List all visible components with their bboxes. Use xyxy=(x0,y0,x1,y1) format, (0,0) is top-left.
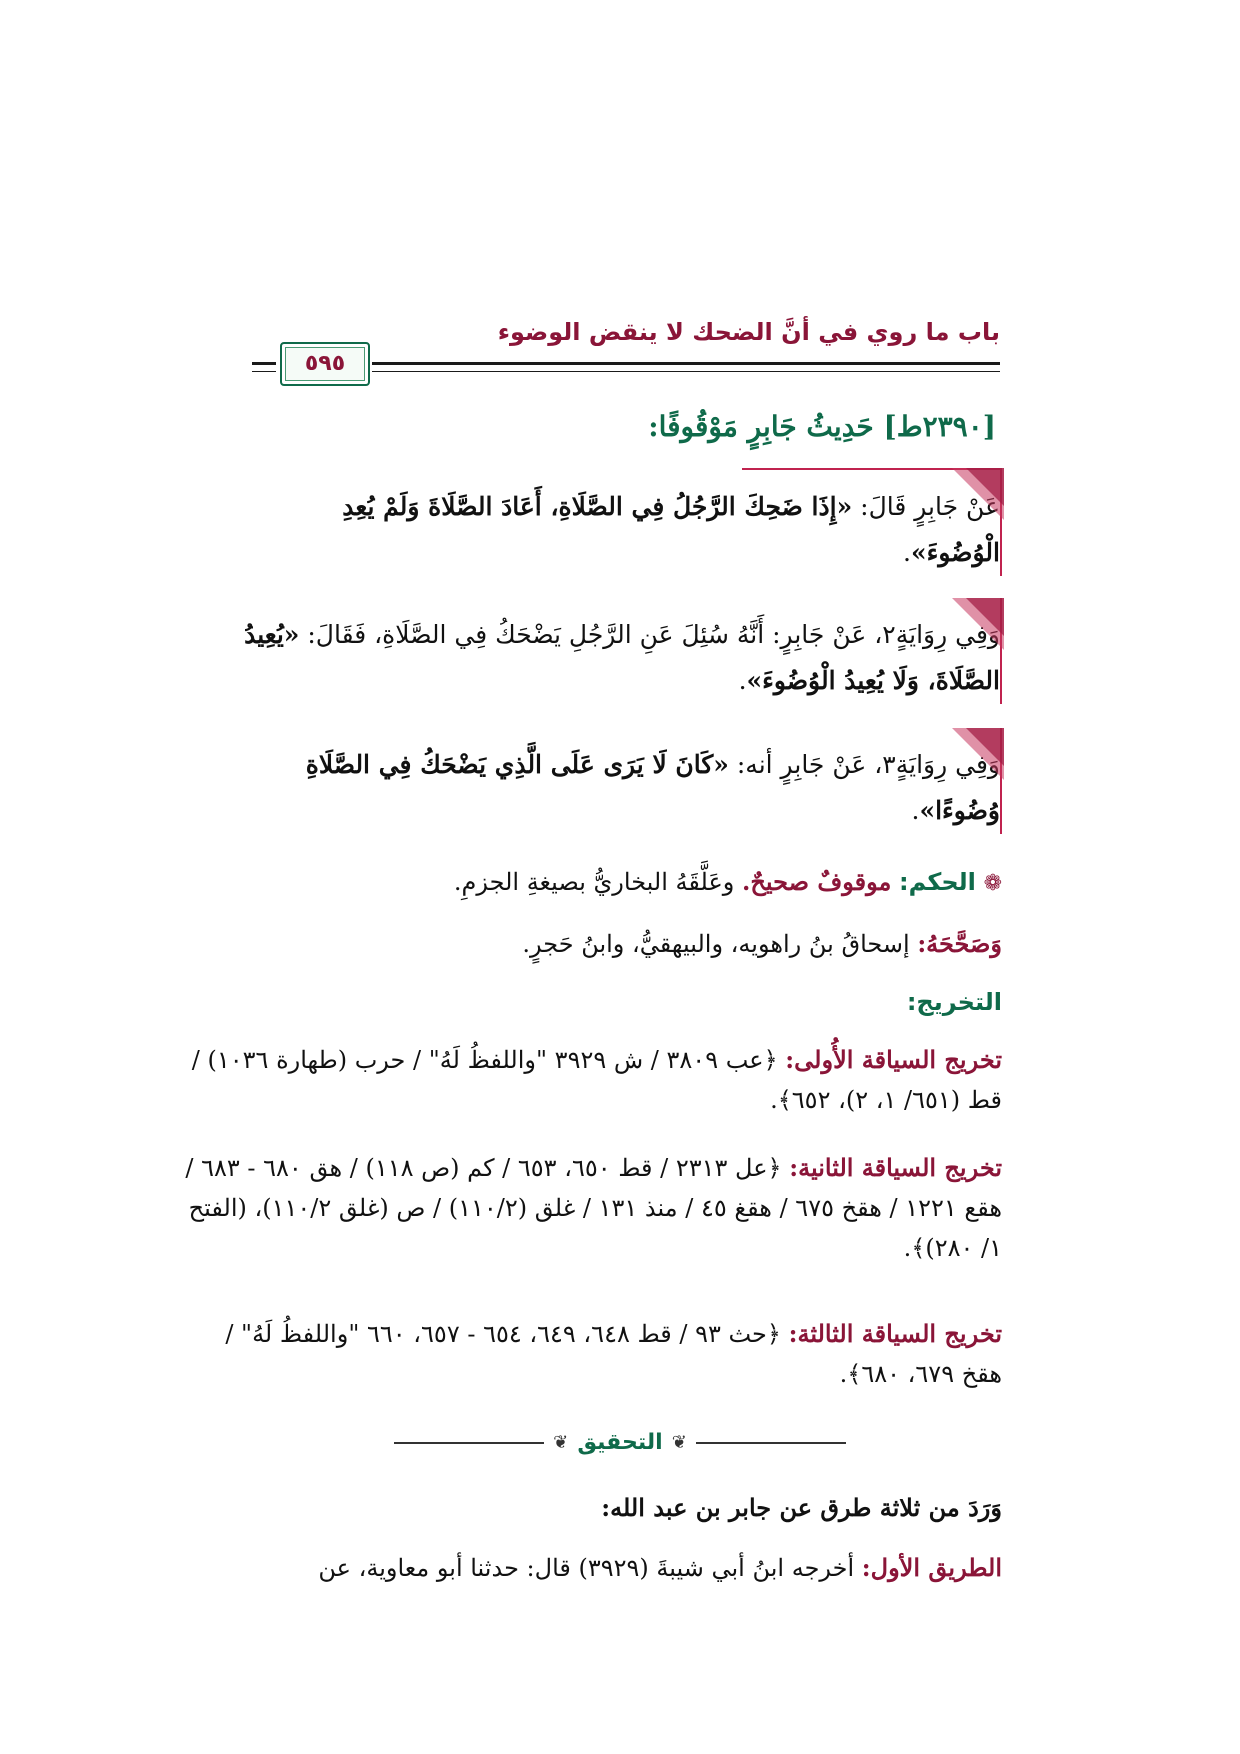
narration-box-2 xyxy=(240,598,1002,704)
ruling-line xyxy=(182,862,1002,904)
flower-ornament-icon: ❁ xyxy=(983,871,1002,896)
header-rule-short xyxy=(252,362,276,372)
takhrij-third-label: تخريج السياقة الثالثة: xyxy=(788,1319,1002,1348)
narration-quote: «كَانَ لَا يَرَى عَلَى الَّذِي يَضْحَكُ فِي الصَّلَاةِ وُضُوءًا» xyxy=(305,750,1000,825)
authenticated-text: إسحاقُ بنُ راهويه، والبيهقيُّ، وابنُ حَجرٍ. xyxy=(522,930,918,958)
narration-text-3 xyxy=(240,728,1000,834)
narration-intro: عَنْ جَابِرٍ قَالَ: xyxy=(852,492,1000,521)
takhrij-second-label: تخريج السياقة الثانية: xyxy=(789,1153,1002,1182)
first-path-text: أخرجه ابنُ أبي شيبةَ (٣٩٢٩) قال: حدثنا أبو معاوية، عن xyxy=(318,1554,862,1582)
header-rule xyxy=(372,362,1000,372)
narration-end: . xyxy=(903,538,911,567)
tahqiq-intro: وَرَدَ من ثلاثة طرق عن جابر بن عبد الله: xyxy=(601,1493,1002,1522)
divider-line xyxy=(696,1442,846,1444)
takhrij-second xyxy=(180,1148,1002,1268)
narration-box-3 xyxy=(240,728,1002,834)
takhrij-third xyxy=(180,1314,1002,1394)
narration-end: . xyxy=(911,796,920,825)
narration-end: . xyxy=(738,666,747,695)
takhrij-first-label: تخريج السياقة الأُولى: xyxy=(785,1045,1002,1074)
authenticated-line xyxy=(182,924,1002,964)
divider-ornament-icon: ❦ xyxy=(671,1432,687,1453)
divider-line xyxy=(394,1442,544,1444)
narration-intro: وَفِي رِوَايَةٍ٢، عَنْ جَابِرٍ: أَنَّهُ سُئِلَ عَنِ الرَّجُلِ يَضْحَكُ فِي الصَّلَاةِ، فَقَالَ: xyxy=(299,620,1000,649)
page-number: ٥٩٥ xyxy=(304,351,346,376)
narration-quote: «إِذَا ضَحِكَ الرَّجُلُ فِي الصَّلَاةِ، أَعَادَ الصَّلَاةَ وَلَمْ يُعِدِ الْوُضُوءَ» xyxy=(342,492,1000,567)
takhrij-first xyxy=(180,1040,1002,1120)
narration-text-2 xyxy=(240,598,1000,704)
first-path-line xyxy=(180,1548,1002,1588)
first-path-label: الطريق الأول: xyxy=(861,1553,1002,1582)
takhrij-first-text: ﴿عب ٣٨٠٩ / ش ٣٩٢٩ "واللفظُ لَهُ" / حرب (طهارة ١٠٣٦) / قط (٦٥١/ ١، ٢)، ٦٥٢﴾. xyxy=(191,1046,1002,1114)
ruling-note: وعَلَّقَهُ البخاريُّ بصيغةِ الجزمِ. xyxy=(453,868,743,896)
narration-box-1 xyxy=(240,468,1002,576)
ruling-verdict: موقوفٌ صحيحٌ. xyxy=(742,867,892,896)
tahqiq-heading: التحقيق xyxy=(577,1430,663,1455)
ruling-label: الحكم: xyxy=(899,868,976,896)
corner-ornament-inner-icon xyxy=(966,728,1004,766)
narration-intro: وَفِي رِوَايَةٍ٣، عَنْ جَابِرٍ أنه: xyxy=(728,750,1000,779)
chapter-header-title: باب ما روي في أنَّ الضحك لا ينقض الوضوء xyxy=(497,318,1000,346)
authenticated-label: وَصَحَّحَهُ: xyxy=(917,929,1002,958)
page-number-badge xyxy=(280,342,370,386)
narration-text-1 xyxy=(240,468,1000,576)
hadith-heading: [٢٣٩٠ط] حَدِيثُ جَابِرٍ مَوْقُوفًا: xyxy=(648,410,996,443)
narration-quote: «يُعِيدُ الصَّلَاةَ، وَلَا يُعِيدُ الْوُضُوءَ» xyxy=(244,620,1000,695)
tahqiq-divider xyxy=(0,1430,1240,1455)
corner-ornament-inner-icon xyxy=(966,598,1004,636)
takhrij-second-text: ﴿عل ٢٣١٣ / قط ٦٥٠، ٦٥٣ / كم (ص ١١٨) / هق ٦٨٠ - ٦٨٣ / هقع ١٢٢١ / هقخ ٦٧٥ / هقغ ٤٥ / منذ ١٣١ / غلق (١١٠/٢) / ص (غلق ١١٠/٢)، (الفتح ١/ ٢٨٠)﴾. xyxy=(185,1154,1002,1262)
takhrij-third-text: ﴿حث ٩٣ / قط ٦٤٨، ٦٤٩، ٦٥٤ - ٦٥٧، ٦٦٠ "واللفظُ لَهُ" / هقخ ٦٧٩، ٦٨٠﴾. xyxy=(225,1320,1002,1388)
takhrij-heading-line xyxy=(182,982,1002,1022)
corner-ornament-inner-icon xyxy=(966,468,1004,506)
takhrij-heading: التخريج: xyxy=(906,988,1002,1016)
tahqiq-intro-line xyxy=(182,1488,1002,1528)
divider-ornament-icon: ❦ xyxy=(553,1432,569,1453)
